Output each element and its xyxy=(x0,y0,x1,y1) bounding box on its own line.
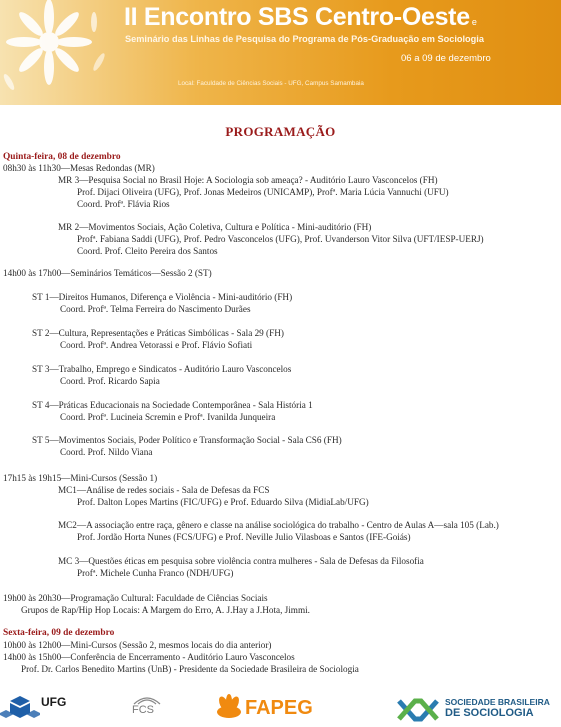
ufg-logo-text: UFG xyxy=(41,695,67,709)
day-heading: Sexta-feira, 09 de dezembro xyxy=(3,628,115,638)
session-title: MR 2—Movimentos Sociais, Ação Coletiva, Cultura e Política - Mini-auditório (FH) xyxy=(58,222,372,232)
session-time: 14h00 às 15h00—Conferência de Encerramento - Auditório Lauro Vasconcelos xyxy=(3,652,295,662)
session-time: 19h00 às 20h30—Programação Cultural: Faculdade de Ciências Sociais xyxy=(3,593,268,603)
event-subtitle: Seminário das Linhas de Pesquisa do Programa de Pós-Graduação em Sociologia xyxy=(125,34,484,44)
session-title: MR 3—Pesquisa Social no Brasil Hoje: A Sociologia sob ameaça? - Auditório Lauro Vasconcelos (FH) xyxy=(58,175,438,185)
session-participants: Prof. Jordão Horta Nunes (FCS/UFG) e Prof. Neville Julio Vilasboas e Santos (IFE-Goiás) xyxy=(77,532,411,542)
session-coordinator: Coord. Prof. Ricardo Sapia xyxy=(60,376,160,386)
event-banner xyxy=(0,0,561,105)
sbs-logo xyxy=(395,692,561,727)
fapeg-logo xyxy=(215,692,335,727)
session-participants: Profª. Michele Cunha Franco (NDH/UFG) xyxy=(77,568,234,578)
sponsor-logos xyxy=(0,692,561,727)
session-title: MC2—A associação entre raça, gênero e classe na análise sociológica do trabalho - Centro de Aulas A—sala 105 (Lab.) xyxy=(58,520,499,530)
fcs-logo xyxy=(120,692,170,727)
session-participants: Profª. Fabiana Saddi (UFG), Prof. Pedro Vasconcelos (UFG), Prof. Uvanderson Vitor Silva (UFT/IESP-UERJ) xyxy=(77,234,484,244)
session-coordinator: Coord. Prof. Nildo Viana xyxy=(60,447,153,457)
session-participants: Prof. Dalton Lopes Martins (FIC/UFG) e Prof. Eduardo Silva (MidiaLab/UFG) xyxy=(77,497,369,507)
session-title: MC 3—Questões éticas em pesquisa sobre violência contra mulheres - Sala de Defesas da Filosofia xyxy=(58,556,424,566)
sbs-logo-text-line1: SOCIEDADE BRASILEIRA xyxy=(445,697,550,707)
fapeg-leaf-icon xyxy=(215,694,243,724)
session-coordinator: Coord. Profª. Lucineia Scremin e Profª. Ivanilda Junqueira xyxy=(60,412,276,422)
flower-decoration-icon xyxy=(0,0,124,102)
ufg-logo xyxy=(0,692,100,727)
session-coordinator: Coord. Prof. Cleito Pereira dos Santos xyxy=(77,246,218,256)
session-participants: Grupos de Rap/Hip Hop Locais: A Margem do Erro, A. J.Hay a J.Hota, Jimmi. xyxy=(21,605,310,615)
day-heading: Quinta-feira, 08 de dezembro xyxy=(3,152,121,162)
session-title: ST 2—Cultura, Representações e Práticas Simbólicas - Sala 29 (FH) xyxy=(32,328,284,338)
session-title: ST 4—Práticas Educacionais na Sociedade Contemporânea - Sala História 1 xyxy=(32,400,313,410)
ufg-cubes-icon xyxy=(0,694,40,726)
sbs-logo-text-line2: DE SOCIOLOGIA xyxy=(445,707,534,719)
session-title: MC1—Análise de redes sociais - Sala de Defesas da FCS xyxy=(58,485,270,495)
session-participants: Prof. Dijaci Oliveira (UFG), Prof. Jonas Medeiros (UNICAMP), Profª. Maria Lúcia Vannuchi (UFU) xyxy=(77,187,449,197)
fapeg-logo-text: FAPEG xyxy=(245,697,313,719)
session-time: 14h00 às 17h00—Seminários Temáticos—Sessão 2 (ST) xyxy=(3,268,212,278)
session-time: 10h00 às 12h00—Mini-Cursos (Sessão 2, mesmos locais do dia anterior) xyxy=(3,640,272,650)
session-coordinator: Coord. Profª. Andrea Vetorassi e Prof. Flávio Sofiati xyxy=(60,340,253,350)
session-title: ST 3—Trabalho, Emprego e Sindicatos - Auditório Lauro Vasconcelos xyxy=(32,364,292,374)
session-participants: Prof. Dr. Carlos Benedito Martins (UnB) - Presidente da Sociedade Brasileira de Sociologia xyxy=(21,664,359,674)
sbs-knot-icon xyxy=(395,697,441,723)
session-time: 17h15 às 19h15—Mini-Cursos (Sessão 1) xyxy=(3,473,158,483)
session-coordinator: Coord. Profª. Telma Ferreira do Nascimento Durães xyxy=(60,304,251,314)
session-coordinator: Coord. Profª. Flávia Rios xyxy=(77,199,170,209)
session-title: ST 1—Direitos Humanos, Diferença e Violência - Mini-auditório (FH) xyxy=(32,292,293,302)
event-location: Local: Faculdade de Ciências Sociais - UFG, Campus Samambaia xyxy=(178,80,364,87)
session-time: 08h30 às 11h30—Mesas Redondas (MR) xyxy=(3,163,155,173)
session-title: ST 5—Movimentos Sociais, Poder Político e Transformação Social - Sala CS6 (FH) xyxy=(32,435,342,445)
event-title: II Encontro SBS Centro-Oeste e xyxy=(124,3,477,31)
page-heading: PROGRAMAÇÃO xyxy=(225,124,336,139)
fcs-logo-text: FCS xyxy=(132,704,154,716)
event-dates: 06 a 09 de dezembro xyxy=(401,53,491,64)
